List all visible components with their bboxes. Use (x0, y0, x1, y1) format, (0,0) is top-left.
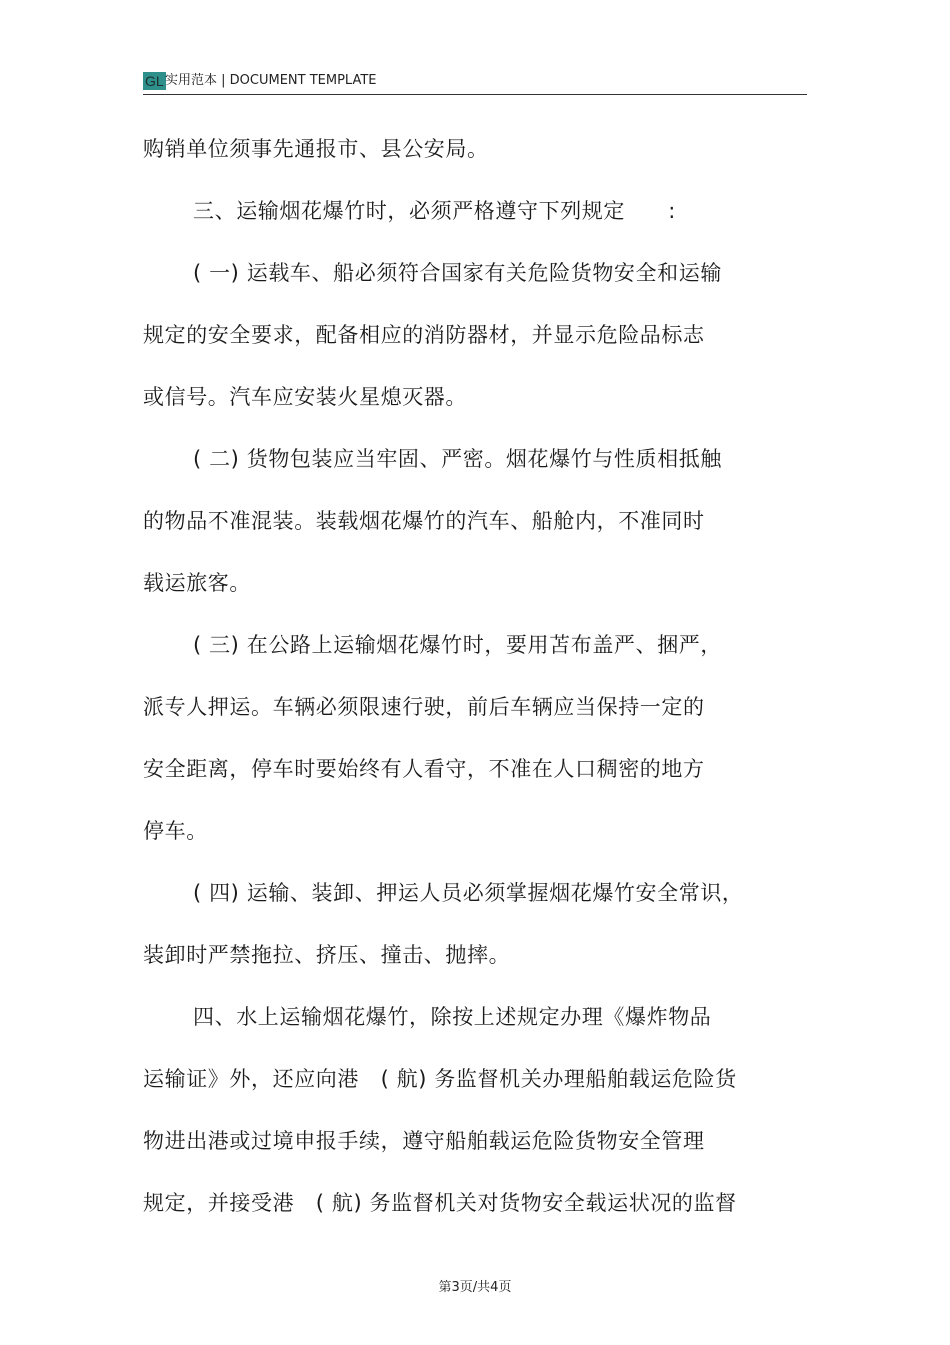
text-line: ( 二) 货物包装应当牢固、严密。烟花爆竹与性质相抵触 (193, 447, 722, 471)
text-line: 载运旅客。 (143, 571, 251, 595)
text-line: 三、运输烟花爆竹时，必须严格遵守下列规定 : (193, 199, 676, 223)
document-body (143, 118, 783, 1234)
text-line: 购销单位须事先通报市、县公安局。 (143, 137, 489, 161)
text-line: ( 一) 运载车、船必须符合国家有关危险货物安全和运输 (193, 261, 722, 285)
text-line: 装卸时严禁拖拉、挤压、撞击、抛摔。 (143, 943, 511, 967)
text-line: ( 三) 在公路上运输烟花爆竹时，要用苫布盖严、捆严， (193, 633, 722, 657)
text-line: 运输证》外，还应向港 ( 航) 务监督机关办理船舶载运危险货 (143, 1067, 737, 1091)
header-title: 实用范本 | DOCUMENT TEMPLATE (165, 73, 377, 88)
text-line: 的物品不准混装。装载烟花爆竹的汽车、船舱内，不准同时 (143, 509, 705, 533)
page-number: 第3页/共4页 (438, 1280, 512, 1295)
text-line: 安全距离，停车时要始终有人看守，不准在人口稠密的地方 (143, 757, 705, 781)
page-header (143, 70, 807, 95)
text-line: ( 四) 运输、装卸、押运人员必须掌握烟花爆竹安全常识， (193, 881, 744, 905)
text-line: 或信号。汽车应安装火星熄灭器。 (143, 385, 467, 409)
logo: GL (145, 73, 164, 89)
text-line: 停车。 (143, 819, 208, 843)
text-line: 规定的安全要求，配备相应的消防器材，并显示危险品标志 (143, 323, 705, 347)
text-line: 物进出港或过境申报手续，遵守船舶载运危险货物安全管理 (143, 1129, 705, 1153)
text-line: 派专人押运。车辆必须限速行驶，前后车辆应当保持一定的 (143, 695, 705, 719)
text-line: 四、水上运输烟花爆竹，除按上述规定办理《爆炸物品 (193, 1005, 712, 1029)
text-line: 规定，并接受港 ( 航) 务监督机关对货物安全载运状况的监督 (143, 1191, 737, 1215)
